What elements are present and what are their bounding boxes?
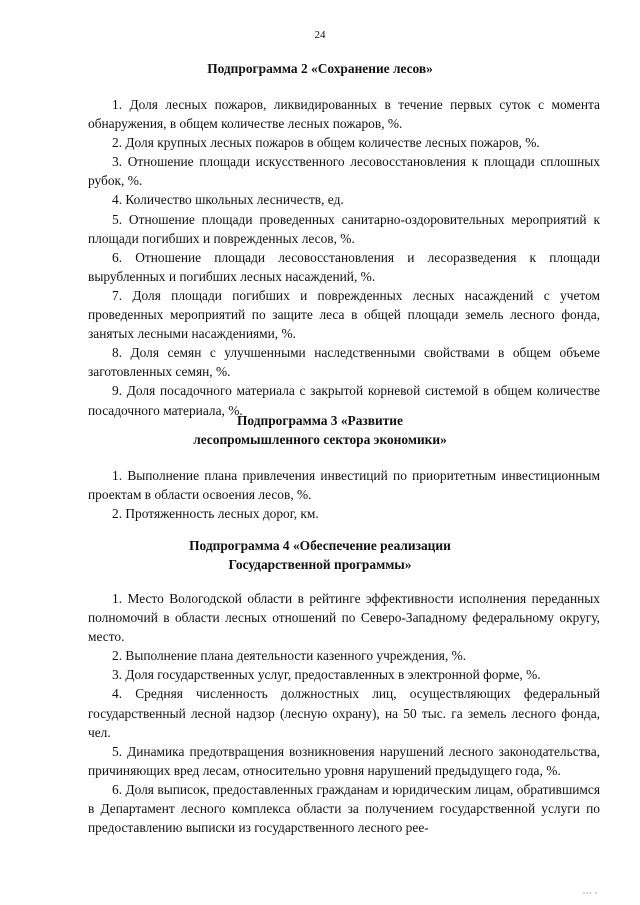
list-item: 6. Отношение площади лесовосстановления и лесоразведения к площади вырубленных и погибших лесных насаждений, %.	[88, 249, 600, 284]
scan-mark: ▫▫▫ ▫	[582, 891, 598, 897]
list-item: 1. Выполнение плана привлечения инвестиций по приоритетным инвестиционным проектам в области освоения лесов, %.	[88, 468, 600, 503]
list-item: 2. Доля крупных лесных пожаров в общем количестве лесных пожаров, %.	[112, 135, 540, 151]
list-item: 9. Доля посадочного материала с закрытой корневой системой в общем количестве посадочного материала, %.	[88, 383, 600, 418]
subprogram-4-heading-line-1: Подпрограмма 4 «Обеспечение реализации	[189, 538, 451, 553]
subprogram-3-heading-line-1: Подпрограмма 3 «Развитие	[237, 413, 403, 428]
list-item: 5. Отношение площади проведенных санитарно-оздоровительных мероприятий к площади погибших и поврежденных лесов, %.	[88, 211, 600, 246]
subprogram-3-list	[88, 466, 600, 523]
subprogram-3-section	[0, 411, 640, 449]
list-item: 3. Отношение площади искусственного лесовосстановления к площади сплошных рубок, %.	[88, 154, 600, 189]
list-item: 8. Доля семян с улучшенными наследственными свойствами в общем объеме заготовленных семян, %.	[88, 345, 600, 380]
subprogram-4-list	[88, 589, 600, 837]
subprogram-2-section	[0, 59, 640, 78]
list-item: 3. Доля государственных услуг, предоставленных в электронной форме, %.	[112, 667, 541, 683]
subprogram-2-heading	[0, 59, 640, 78]
subprogram-2-heading-line-1: Подпрограмма 2 «Сохранение лесов»	[207, 61, 433, 76]
subprogram-3-heading-line-2: лесопромышленного сектора экономики»	[193, 432, 447, 447]
subprogram-4-heading-line-2: Государственной программы»	[228, 557, 412, 572]
subprogram-3-heading	[0, 411, 640, 449]
subprogram-4-section	[0, 536, 640, 574]
subprogram-2-list	[88, 95, 600, 420]
list-item: 2. Выполнение плана деятельности казенного учреждения, %.	[112, 648, 467, 664]
list-item: 1. Место Вологодской области в рейтинге эффективности исполнения переданных полномочий в области лесных отношений по Северо-Западному федеральному округу, место.	[88, 591, 600, 645]
list-item: 7. Доля площади погибших и поврежденных лесных насаждений с учетом проведенных мероприятий по защите леса в общей площади земель лесного фонда, занятых лесными насаждениями, %.	[88, 287, 600, 342]
page-number: 24	[314, 29, 326, 41]
list-item: 5. Динамика предотвращения возникновения нарушений лесного законодательства, причиняющих вред лесам, относительно уровня нарушений предыдущего года, %.	[88, 743, 600, 778]
list-item: 1. Доля лесных пожаров, ликвидированных в течение первых суток с момента обнаружения, в общем количестве лесных пожаров, %.	[88, 97, 600, 132]
list-item: 4. Средняя численность должностных лиц, осуществляющих федеральный государственный лесной надзор (лесную охрану), на 50 тыс. га земель лесного фонда, чел.	[88, 686, 600, 740]
list-item: 6. Доля выписок, предоставленных гражданам и юридическим лицам, обратившимся в Департамент лесного комплекса области за получением государственной услуги по предоставлению выписки из государственного лесного рее-	[88, 781, 600, 836]
subprogram-4-heading	[0, 536, 640, 574]
list-item: 4. Количество школьных лесничеств, ед.	[112, 192, 344, 208]
list-item: 2. Протяженность лесных дорог, км.	[112, 506, 319, 522]
